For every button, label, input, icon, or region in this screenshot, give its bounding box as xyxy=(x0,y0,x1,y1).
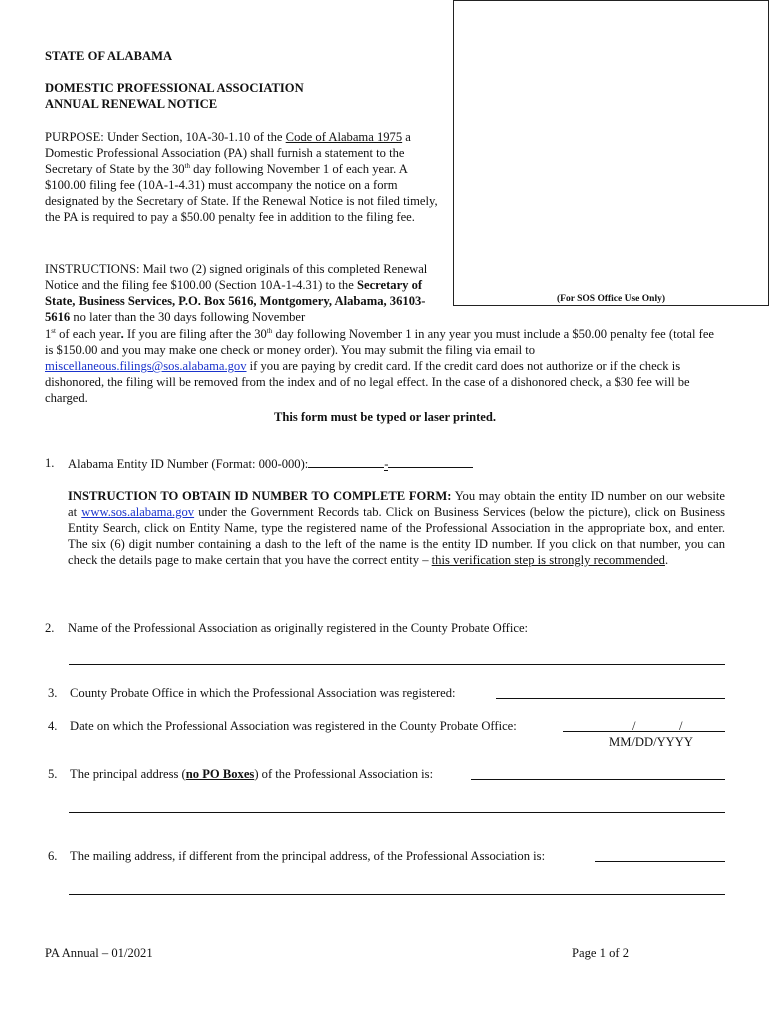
item-1-number: 1. xyxy=(45,456,55,470)
association-name-field[interactable] xyxy=(69,664,725,665)
item-3-number: 3. xyxy=(48,686,58,700)
date-format-hint: MM/DD/YYYY xyxy=(609,735,693,749)
no-po-boxes-note: no PO Boxes xyxy=(185,767,255,781)
principal-address-field-2[interactable] xyxy=(69,812,725,813)
principal-address-field-1[interactable] xyxy=(471,779,725,780)
item-1-row xyxy=(68,455,508,472)
item-3-label: County Probate Office in which the Professional Association was registered: xyxy=(70,686,456,700)
id-instruction-text-a: You may obtain the entity ID number on our website at xyxy=(68,489,725,519)
entity-id-part2-field[interactable] xyxy=(388,455,473,468)
item-2-label: Name of the Professional Association as originally registered in the County Probate Office: xyxy=(68,621,529,635)
date-slash-2: / xyxy=(679,719,683,733)
typed-note: This form must be typed or laser printed. xyxy=(273,410,497,424)
item-5-text-a: The principal address ( xyxy=(70,767,186,781)
instructions-line2-start: 1 xyxy=(45,327,52,341)
item-2-number: 2. xyxy=(45,621,55,635)
instructions-text-c: If you are filing after the 30 xyxy=(123,327,267,341)
item-6-label: The mailing address, if different from the principal address, of the Professional Association is: xyxy=(70,849,546,863)
sos-office-use-box xyxy=(453,0,769,306)
verification-note: this verification step is strongly recommended xyxy=(431,553,665,567)
registration-date-field[interactable] xyxy=(563,731,725,732)
item-4-label: Date on which the Professional Association was registered in the County Probate Office: xyxy=(70,719,517,733)
instructions-text-a: no later than the 30 days following November xyxy=(70,310,306,324)
entity-id-part1-field[interactable] xyxy=(308,455,384,468)
id-instruction-text-b: under the Government Records tab. Click on Business Services (below the picture), click on Business Entity Search, click on Entity Name, type the registered name of the Professional Association in the appropriate box, and enter. The six (6) digit number containing a dash to the left of the name is the entity ID number. If you click on that number, you can check the details page to make certain that you have the correct entity – xyxy=(68,505,725,567)
form-id-footer: PA Annual – 01/2021 xyxy=(45,946,153,960)
item-5-text-b: ) of the Professional Association is: xyxy=(254,767,434,781)
instructions-text-b: of each year xyxy=(55,327,121,341)
item-5-number: 5. xyxy=(48,767,58,781)
id-instruction-paragraph xyxy=(68,488,725,568)
id-instruction-heading: INSTRUCTION TO OBTAIN ID NUMBER TO COMPLETE FORM: xyxy=(68,489,452,503)
page-number: Page 1 of 2 xyxy=(572,946,630,960)
instructions-text-e: if you are paying by credit card. If the credit card does not authorize or if the check is dishonored, the filing will be removed from the index and of no legal effect. In the case of a dishonored check, a $30 fee will be charged. xyxy=(45,359,690,405)
form-title-line2: ANNUAL RENEWAL NOTICE xyxy=(45,97,218,111)
county-probate-office-field[interactable] xyxy=(496,698,725,699)
instructions-sup2: th xyxy=(266,326,273,335)
mailing-address-field-1[interactable] xyxy=(595,861,725,862)
instructions-text-d: day following November 1 in any year you must include a $50.00 penalty fee (total fee is $150.00 and you may make one check or money order). You may submit the filing via email to xyxy=(45,327,714,357)
purpose-paragraph xyxy=(45,129,443,225)
state-heading: STATE OF ALABAMA xyxy=(45,49,173,63)
purpose-lead: PURPOSE: Under Section, 10A-30-1.10 of the xyxy=(45,130,286,144)
mailing-address-field-2[interactable] xyxy=(69,894,725,895)
item-1-label: Alabama Entity ID Number (Format: 000-000): xyxy=(68,457,309,471)
entity-id-dash: - xyxy=(384,457,389,471)
code-of-alabama-ref: Code of Alabama 1975 xyxy=(285,130,403,144)
purpose-text-b: day following November 1 of each year. A $100.00 filing fee (10A-1-4.31) must accompany the notice on a form designated by the Secretary of State. If the Renewal Notice is not filed timely, the PA is required to pay a $50.00 penalty fee in addition to the filing fee. xyxy=(45,162,438,224)
item-4-number: 4. xyxy=(48,719,58,733)
instructions-paragraph xyxy=(45,261,445,325)
purpose-text-a: a Domestic Professional Association (PA) shall furnish a statement to the Secretary of State by the 30 xyxy=(45,130,411,176)
date-slash-1: / xyxy=(632,719,636,733)
id-instruction-end: . xyxy=(664,553,669,567)
form-title-line1: DOMESTIC PROFESSIONAL ASSOCIATION xyxy=(45,81,304,95)
sos-office-use-caption: (For SOS Office Use Only) xyxy=(556,294,665,304)
email-link[interactable]: miscellaneous.filings@sos.alabama.gov xyxy=(45,359,247,373)
mailing-address: Secretary of State, Business Services, P.O. Box 5616, Montgomery, Alabama, 36103-5616 xyxy=(45,278,426,324)
item-5-label xyxy=(70,766,433,782)
instructions-continued xyxy=(45,326,725,406)
instructions-sup1: st xyxy=(51,326,56,335)
purpose-sup: th xyxy=(184,161,190,170)
website-link[interactable]: www.sos.alabama.gov xyxy=(81,505,195,519)
instructions-lead: INSTRUCTIONS: Mail two (2) signed originals of this completed Renewal Notice and the filing fee $100.00 (Section 10A-1-4.31) to the xyxy=(45,262,428,292)
instructions-period: . xyxy=(120,327,124,341)
item-6-number: 6. xyxy=(48,849,58,863)
